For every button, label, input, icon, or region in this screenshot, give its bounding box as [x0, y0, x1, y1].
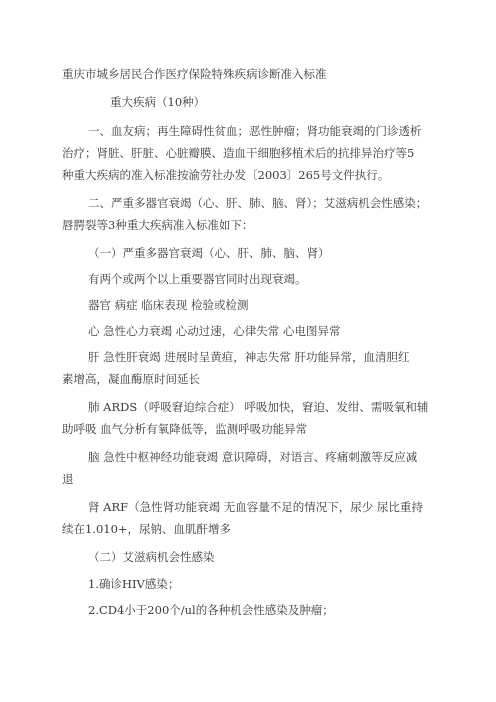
list-item: 2.CD4小于200个/ul的各种机会性感染及肿瘤； [88, 604, 334, 617]
paragraph-line: 唇腭裂等3种重大疾病准入标准如下： [62, 219, 254, 232]
subsection-heading: （一）严重多器官衰竭（心、肝、肺、脑、肾） [88, 247, 330, 260]
table-row-line: 肺 ARDS（呼吸窘迫综合症） 呼吸加快，窘迫、发绀、需吸氧和辅 [88, 401, 429, 414]
list-item: 1.确诊HIV感染； [88, 578, 180, 591]
table-row-line: 续在1.010+，尿钠、血肌酐增多 [62, 523, 232, 536]
paragraph-line: 有两个或两个以上重要器官同时出现衰竭。 [88, 273, 307, 286]
subsection-heading: （二）艾滋病机会性感染 [88, 551, 215, 564]
paragraph-line: 治疗；肾脏、肝脏、心脏瓣膜、造血干细胞移植术后的抗排异治疗等5 [62, 147, 415, 160]
table-row-line: 助呼吸 血气分析有氧降低等，监测呼吸功能异常 [62, 423, 308, 436]
paragraph-line: 种重大疾病的准入标准按渝劳社办发〔2003〕265号文件执行。 [62, 169, 390, 182]
paragraph-line: 二、严重多器官衰竭（心、肝、肺、脑、肾）；艾滋病机会性感染； [88, 197, 428, 210]
document-title: 重庆市城乡居民合作医疗保险特殊疾病诊断准入标准 [62, 68, 327, 81]
table-row-line: 心 急性心力衰竭 心动过速，心律失常 心电图异常 [88, 325, 341, 338]
table-row-line: 素增高，凝血酶原时间延长 [62, 373, 200, 386]
table-header-line: 器官 病症 临床表现 检验或检测 [88, 299, 249, 312]
section-heading: 重大疾病（10种） [110, 96, 206, 109]
table-row-line: 肝 急性肝衰竭 进展时呈黄疸，神志失常 肝功能异常，血清胆红 [88, 351, 410, 364]
table-row-line: 退 [62, 473, 74, 486]
table-row-line: 脑 急性中枢神经功能衰竭 意识障碍，对语言、疼痛刺激等反应减 [88, 451, 418, 464]
table-row-line: 肾 ARF（急性肾功能衰竭 无血容量不足的情况下，尿少 尿比重持 [88, 501, 423, 514]
paragraph-line: 一、血友病；再生障碍性贫血；恶性肿瘤；肾功能衰竭的门诊透析 [88, 125, 422, 138]
